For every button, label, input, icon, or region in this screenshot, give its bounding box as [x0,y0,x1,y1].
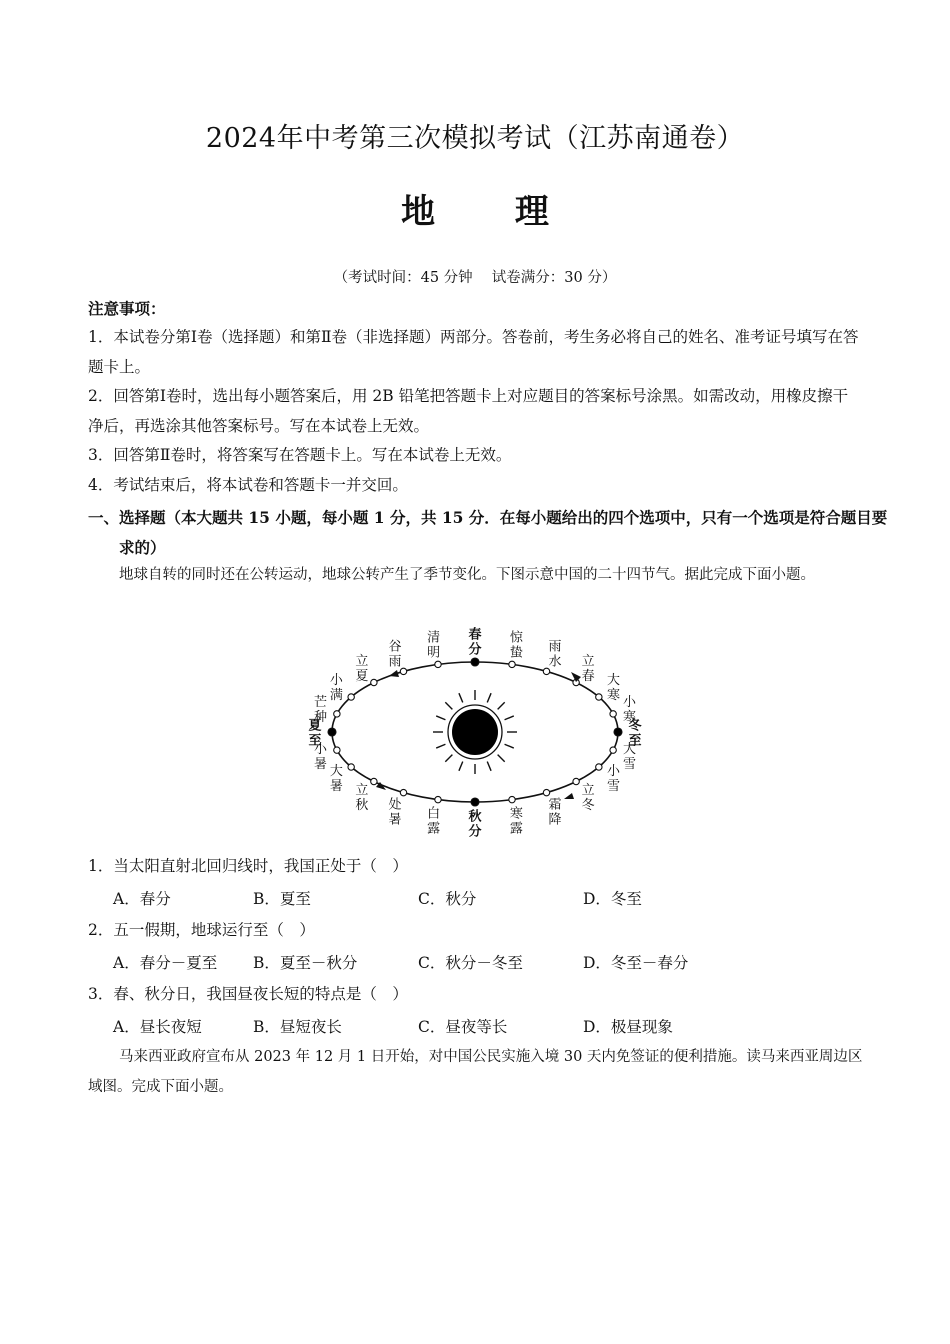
q2-option-d[interactable]: D．冬至－春分 [583,954,689,972]
term-label: 立 [581,654,595,670]
term-label: 寒 [509,806,523,822]
term-marker [435,796,441,802]
sun-ray [498,702,505,709]
term-label: 春 [468,627,482,643]
term-marker [573,778,579,784]
term-label: 大 [623,742,637,758]
orbit-arrow-right [564,793,574,799]
term-marker [371,679,377,685]
term-label: 小 [623,694,637,710]
term-label: 霜 [548,797,562,813]
term-label: 冬 [628,718,642,734]
term-label: 白 [427,806,441,822]
orbit-svg [300,622,650,847]
term-label: 降 [548,812,562,828]
sun-ray [487,693,491,702]
term-label: 雨 [548,639,562,655]
term-label: 明 [427,645,441,661]
sun-ray [459,762,463,771]
term-marker [471,798,479,806]
term-label: 雪 [607,779,621,794]
question-3-options [113,1012,873,1042]
term-label: 寒 [607,688,621,703]
term-label: 夏 [355,669,369,685]
term-label: 夏 [308,718,322,734]
section2-intro: 马来西亚政府宣布从 2023 年 12 月 1 日开始，对中国公民实施入境 30 天内免签证的便利措施。读马来西亚周边区域图。完成下面小题。 [88,1049,863,1095]
term-marker [328,728,336,736]
notice-item-3: 3．回答第Ⅱ卷时，将答案写在答题卡上。写在本试卷上无效。 [88,446,512,464]
term-marker [614,728,622,736]
q3-option-c[interactable]: C．昼夜等长 [418,1018,508,1036]
term-label: 寒 [623,709,637,725]
term-label: 芒 [313,694,327,710]
sun-ray [498,755,505,762]
sun-ray [505,744,514,748]
sun-ray [487,762,491,771]
term-marker [543,789,549,795]
subject-title: 地 理 [401,192,583,232]
q2-option-a[interactable]: A．春分－夏至 [113,954,218,972]
question-2-stem: 2．五一假期，地球运行至（ ） [88,921,315,939]
q1-option-b[interactable]: B．夏至 [253,890,311,908]
sun-ray [505,716,514,720]
term-label: 至 [308,733,322,749]
term-marker [471,658,479,666]
term-label: 谷 [388,639,402,655]
term-label: 分 [468,824,482,840]
sun-ray [436,744,445,748]
term-label: 惊 [509,630,523,646]
sun-icon [433,690,517,774]
term-marker [371,778,377,784]
term-label: 立 [581,782,595,798]
notice-heading: 注意事项： [88,299,166,318]
term-label: 处 [388,797,402,813]
notice-item-2: 2．回答第Ⅰ卷时，选出每小题答案后，用 2B 铅笔把答题卡上对应题目的答案标号涂黑。如需改动，用橡皮擦干净后，再选涂其他答案标号。写在本试卷上无效。 [88,387,849,435]
q1-option-d[interactable]: D．冬至 [583,890,642,908]
term-marker [509,796,515,802]
term-label: 秋 [468,809,482,825]
question-2-options [113,948,873,978]
term-label: 满 [329,688,343,703]
orbit-arrow-top [389,670,399,677]
term-marker [400,789,406,795]
term-marker [334,711,340,717]
term-label: 暑 [388,812,402,828]
term-label: 立 [355,654,369,670]
term-label: 露 [509,821,523,837]
term-marker [596,694,602,700]
term-label: 小 [329,673,343,688]
q1-option-c[interactable]: C．秋分 [418,890,477,908]
q1-option-a[interactable]: A．春分 [113,890,171,908]
term-label: 小 [313,742,327,758]
q2-option-b[interactable]: B．夏至－秋分 [253,954,358,972]
term-label: 暑 [329,779,343,794]
term-marker [334,747,340,753]
term-marker [596,764,602,770]
section-intro: 地球自转的同时还在公转运动，地球公转产生了季节变化。下图示意中国的二十四节气。据此完成下面小题。 [119,567,815,583]
term-label: 春 [581,669,595,685]
question-1-options [113,884,873,914]
term-label: 蛰 [509,645,523,661]
term-marker [348,764,354,770]
term-label: 雨 [388,654,402,670]
q3-option-d[interactable]: D．极昼现象 [583,1018,673,1036]
question-1-stem: 1．当太阳直射北回归线时，我国正处于（ ） [88,857,408,875]
term-label: 雪 [623,757,637,773]
sun-ray [445,702,452,709]
term-marker [610,711,616,717]
notice-item-4: 4．考试结束后，将本试卷和答题卡一并交回。 [88,476,408,494]
question-3-stem: 3．春、秋分日，我国昼夜长短的特点是（ ） [88,985,408,1003]
term-label: 秋 [355,797,369,813]
term-label: 水 [548,654,562,670]
term-label: 分 [468,642,482,658]
term-label: 露 [427,821,441,837]
term-label: 种 [313,709,327,725]
section-heading: 一、选择题（本大题共 15 小题，每小题 1 分，共 15 分．在每小题给出的四个选项中，只有一个选项是符合题目要求的） [88,508,888,557]
term-label: 暑 [313,757,327,773]
q3-option-a[interactable]: A．昼长夜短 [113,1018,202,1036]
term-label: 至 [628,733,642,749]
term-label: 冬 [581,797,595,813]
term-label: 小 [607,764,621,779]
solar-terms-diagram [300,622,650,847]
exam-info: （考试时间：45 分钟 试卷满分：30 分） [333,270,617,286]
term-marker [435,661,441,667]
sun-ray [459,693,463,702]
notice-item-1: 1．本试卷分第Ⅰ卷（选择题）和第Ⅱ卷（非选择题）两部分。答卷前，考生务必将自己的姓名、准考证号填写在答题卡上。 [88,328,859,376]
term-label: 大 [329,764,343,779]
q2-option-c[interactable]: C．秋分－冬至 [418,954,523,972]
term-marker [509,661,515,667]
term-marker [348,694,354,700]
term-marker [610,747,616,753]
term-label: 大 [607,673,621,688]
term-label: 立 [355,782,369,798]
term-label: 清 [427,630,441,646]
sun-ray [436,716,445,720]
sun-ray [445,755,452,762]
exam-title: 2024年中考第三次模拟考试（江苏南通卷） [205,123,745,154]
q3-option-b[interactable]: B．昼短夜长 [253,1018,342,1036]
